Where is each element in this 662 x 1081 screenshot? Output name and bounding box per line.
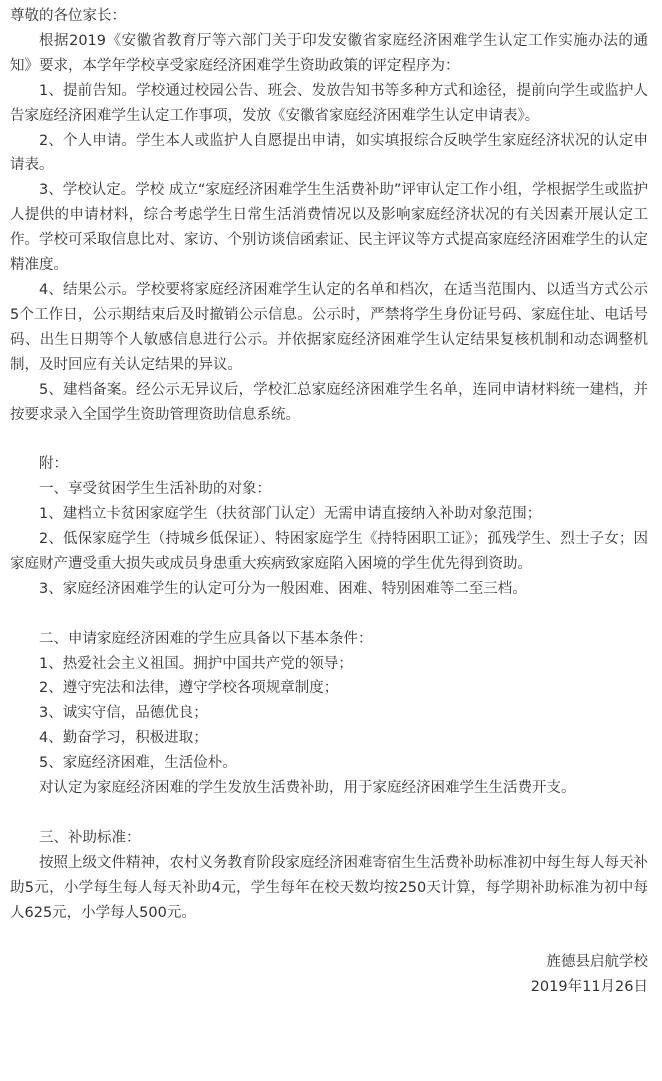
signature-date: 2019年11月26日 — [530, 979, 648, 996]
section2-note: 对认定为家庭经济困难的学生发放生活费补助，用于家庭经济困难学生生活费开支。 — [39, 780, 576, 797]
section3-title: 三、补助标准： — [39, 829, 141, 846]
signature-school: 旌德县启航学校 — [546, 954, 648, 971]
spacer — [10, 925, 648, 950]
step-2: 2、个人申请。学生本人或监护人自愿提出申请，如实填报综合反映学生家庭经济状况的认定申请表。 — [10, 132, 648, 174]
step-5: 5、建档备案。经公示无异议后，学校汇总家庭经济困难学生名单，连同申请材料统一建档，并按要求录入全国学生资助管理资助信息系统。 — [10, 381, 648, 423]
section1-item-3: 3、家庭经济困难学生的认定可分为一般困难、困难、特别困难等二至三档。 — [39, 580, 527, 597]
section1-title: 一、享受贫困学生生活补助的对象： — [39, 481, 271, 498]
greeting: 尊敬的各位家长： — [10, 8, 126, 24]
section2-item-1: 1、热爱社会主义祖国。拥护中国共产党的领导； — [39, 655, 353, 672]
section1-item-1: 1、建档立卡贫困家庭学生（扶贫部门认定）无需申请直接纳入补助对象范围； — [39, 506, 542, 523]
section1-item-2: 2、低保家庭学生（持城乡低保证）、特困家庭学生《持特困职工证》；孤残学生、烈士子女；因家庭财产遭受重大损失或成员身患重大疾病致家庭陷入困境的学生优先得到资助。 — [10, 531, 648, 572]
step-1: 1、提前告知。学校通过校园公告、班会、发放告知书等多种方式和途径，提前向学生或监护人告家庭经济困难学生认定工作事项，发放《安徽省家庭经济困难学生认定申请表》。 — [10, 82, 648, 124]
step-3: 3、学校认定。学校 成立“家庭经济困难学生生活费补助”评审认定工作小组，学根据学生或监护人提供的申请材料，综合考虑学生日常生活消费情况以及影响家庭经济状况的有关因素开展认定工作。学校可采取信息比对、家访、个别访谈信函索证、民主评议等方式提高家庭经济困难学生的认定精准度。 — [10, 182, 648, 274]
section2-item-3: 3、诚实守信，品德优良； — [39, 705, 208, 722]
section2-title: 二、申请家庭经济困难的学生应具备以下基本条件： — [39, 630, 373, 647]
spacer — [10, 801, 648, 826]
section2-item-4: 4、勤奋学习，积极进取； — [39, 730, 208, 747]
section2-item-2: 2、遵守宪法和法律，遵守学校各项规章制度； — [39, 680, 339, 697]
section3-body: 按照上级文件精神，农村义务教育阶段家庭经济困难寄宿生生活费补助标准初中每生每人每天补助5元，小学每生每人每天补助4元，学生每年在校天数均按250天计算，每学期补助标准为初中每人625元，小学每人500元。 — [10, 854, 648, 921]
appendix-label: 附： — [39, 456, 68, 473]
step-4: 4、结果公示。学校要将家庭经济困难学生认定的名单和档次，在适当范围内、以适当方式公示5个工作日，公示期结束后及时撤销公示信息。公示时，严禁将学生身份证号码、家庭住址、电话号码、出生日期等个人敏感信息进行公示。并依据家庭经济困难学生认定结果复核机制和动态调整机制，及时回应有关认定结果的异议。 — [10, 281, 648, 373]
section2-item-5: 5、家庭经济困难，生活俭朴。 — [39, 755, 237, 772]
spacer — [10, 602, 648, 627]
spacer — [10, 427, 648, 452]
intro-paragraph: 根据2019《安徽省教育厅等六部门关于印发安徽省家庭经济困难学生认定工作实施办法的通知》要求，本学年学校享受家庭经济困难学生资助政策的评定程序为： — [10, 32, 648, 74]
